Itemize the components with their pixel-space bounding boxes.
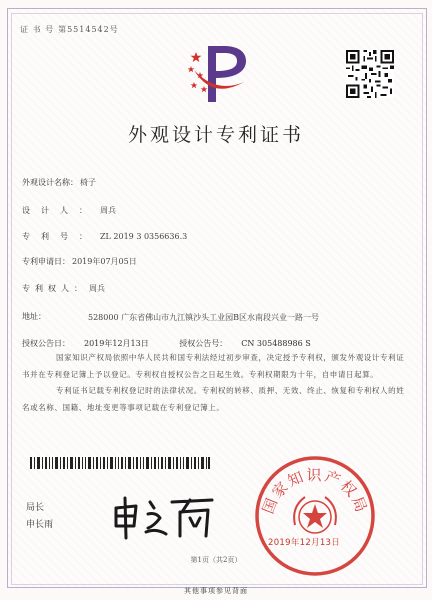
filing-date-label: 专利申请日： [22, 257, 70, 266]
director-name: 申长雨 [26, 520, 54, 530]
certificate-number-value: 第5514542号 [58, 25, 119, 34]
footer-note: 其他事项参见背面 [184, 587, 248, 595]
grant-date-label: 授权公告日： [22, 339, 70, 348]
design-name-field [22, 177, 96, 188]
seal-text: 国家知识产权局 [258, 466, 372, 517]
patentee-label: 专利权人： [22, 284, 87, 293]
patent-number-value: ZL 2019 3 0356636.3 [100, 232, 188, 241]
designer-label: 设计人： [22, 206, 98, 215]
seal-date: 2019年12月13日 [268, 538, 341, 548]
address-label: 地址： [22, 312, 46, 321]
grant-date-value: 2019年12月13日 [84, 339, 149, 348]
grant-number-label: 授权公告号： [179, 339, 228, 348]
design-name-label: 外观设计名称： [22, 178, 78, 187]
patent-number-field [22, 231, 187, 242]
grant-date-field [22, 339, 163, 348]
designer-field [22, 205, 116, 216]
address-value: 528000 广东省佛山市九江镇沙头工业园B区水南段兴业一路一号 [88, 313, 319, 322]
address-field [22, 311, 46, 322]
grant-number-value: CN 305488986 S [241, 339, 311, 348]
barcode-icon [30, 457, 210, 469]
cnipa-logo-icon [182, 42, 252, 108]
certificate-number [20, 24, 119, 35]
page-number: 第1页（共2页） [190, 556, 242, 564]
filing-date-value: 2019年07月05日 [72, 257, 137, 266]
patent-number-label: 专利号： [22, 232, 98, 241]
certificate-number-label: 证 书 号 [20, 25, 55, 34]
notice-paragraph-2: 专利证书记载专利权登记时的法律状况。专利权的转移、质押、无效、终止、恢复和专利权人的姓名或名称、国籍、地址变更等事项记载在专利登记簿上。 [22, 386, 405, 412]
handwritten-signature [110, 492, 220, 542]
legal-notice [22, 350, 412, 416]
director-title: 局长 [26, 503, 45, 513]
grant-info [22, 338, 422, 349]
certificate-title: 外观设计专利证书 [127, 124, 304, 146]
designer-value: 周兵 [100, 206, 116, 215]
filing-date-field [22, 256, 137, 267]
notice-paragraph-1: 国家知识产权局依照中华人民共和国专利法经过初步审查，决定授予专利权，颁发外观设计专利证书并在专利登记簿上予以登记。专利权自授权公告之日起生效。专利权期限为十年，自申请日起算。 [22, 353, 405, 379]
patentee-field [22, 283, 105, 294]
grant-number-field [179, 339, 325, 348]
patentee-value: 周兵 [89, 284, 105, 293]
qr-code-icon [346, 50, 394, 98]
design-name-value: 椅子 [80, 178, 96, 187]
